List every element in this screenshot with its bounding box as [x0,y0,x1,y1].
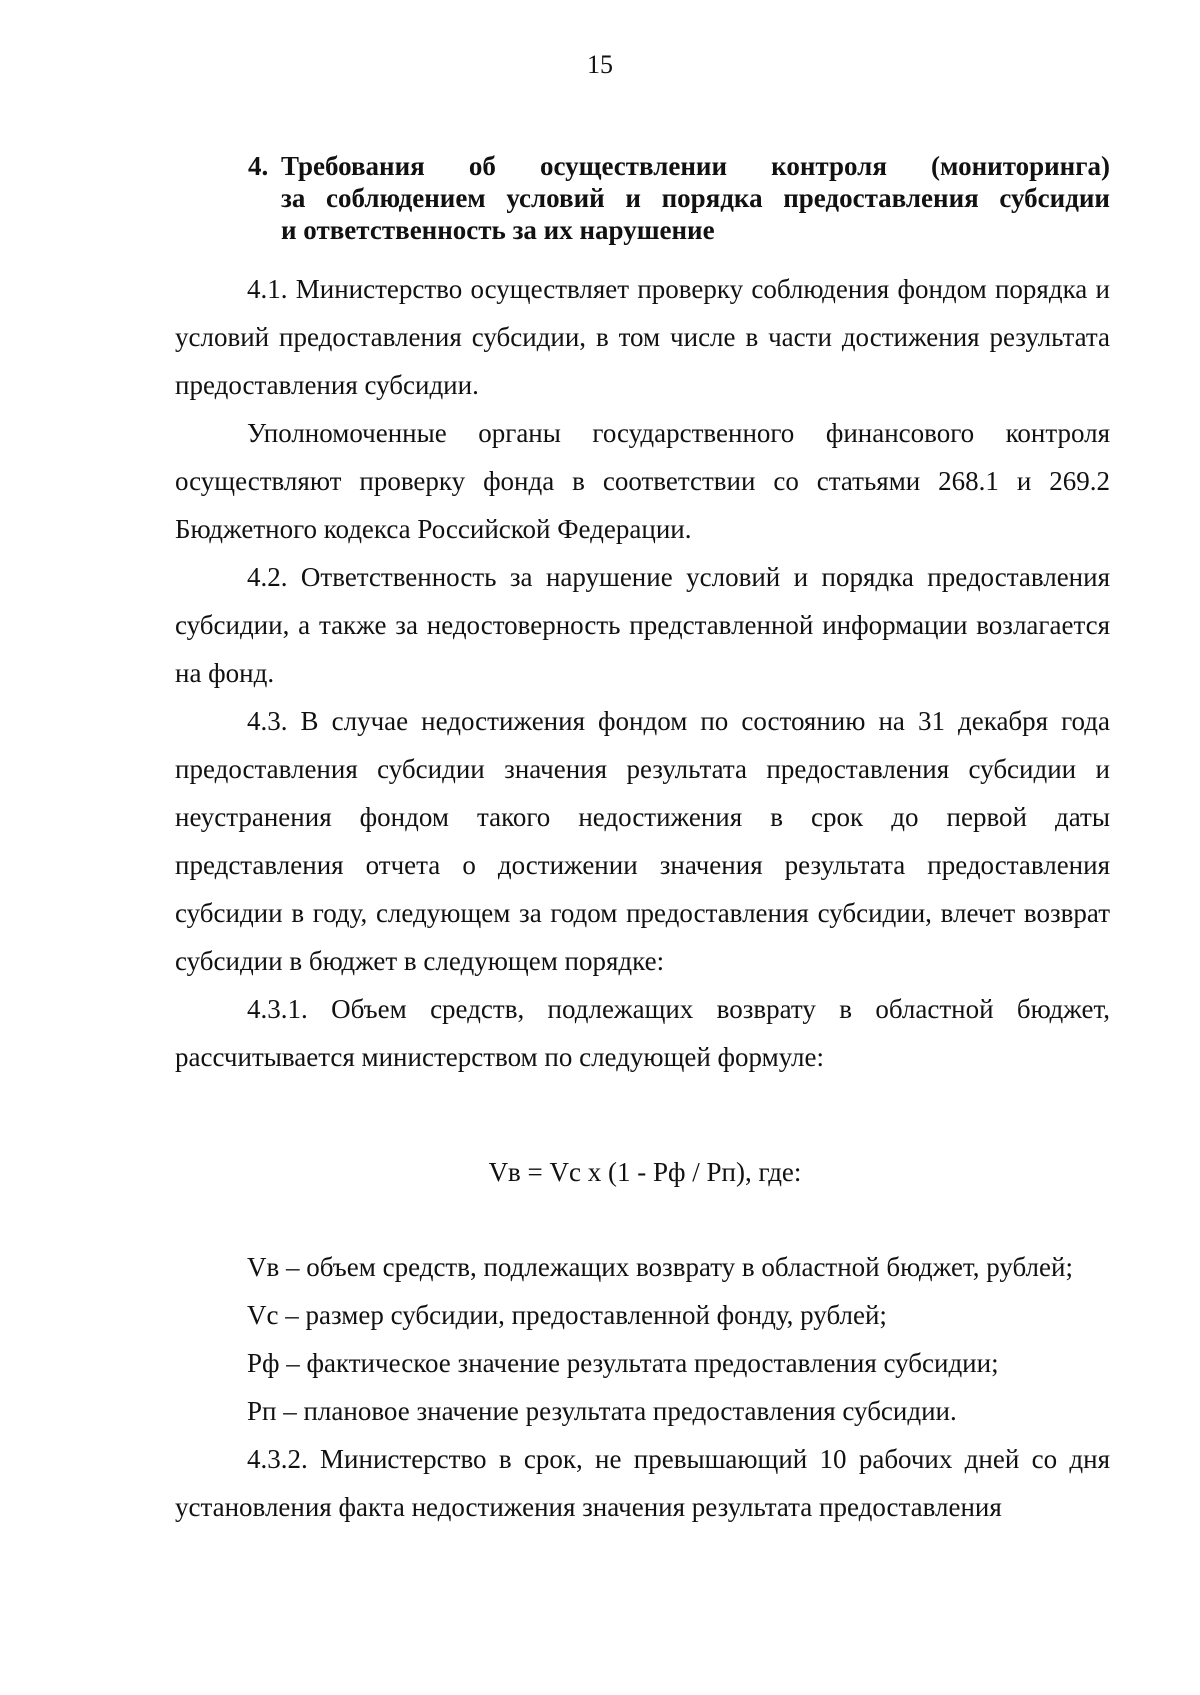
section-heading [248,150,1110,246]
definition-vc: Vc – размер субсидии, предоставленной фонду, рублей; [247,1300,887,1330]
paragraph-4-3: 4.3. В случае недостижения фондом по состоянию на 31 декабря года предоставления субсидии значения результата предоставления субсидии и неустранения фондом такого недостижения в срок до первой даты представления отчета о достижении значения результата предоставления субсидии в году, следующем за годом предоставления субсидии, влечет возврат субсидии в бюджет в следующем порядке: [175,706,1110,976]
formula: Vв = Vc x (1 - Рф / Рп), где: [488,1157,802,1187]
paragraph-4-3-2: 4.3.2. Министерство в срок, не превышающий 10 рабочих дней со дня установления факта недостижения значения результата предоставления [175,1444,1110,1522]
definition-rp: Рп – плановое значение результата предоставления субсидии. [247,1396,957,1426]
section-title [281,150,1110,246]
section-number: 4. [248,151,269,181]
paragraph-4-2: 4.2. Ответственность за нарушение условий и порядка предоставления субсидии, а также за недостоверность представленной информации возлагается на фонд. [175,562,1110,688]
definition-rf: Рф – фактическое значение результата предоставления субсидии; [247,1348,999,1378]
paragraph-control-bodies: Уполномоченные органы государственного финансового контроля осуществляют проверку фонда в соответствии со статьями 268.1 и 269.2 Бюджетного кодекса Российской Федерации. [175,418,1110,544]
paragraph-4-1: 4.1. Министерство осуществляет проверку соблюдения фондом порядка и условий предоставления субсидии, в том числе в части достижения результата предоставления субсидии. [175,274,1110,400]
paragraph-4-3-1: 4.3.1. Объем средств, подлежащих возврату в областной бюджет, рассчитывается министерством по следующей формуле: [175,994,1110,1072]
section-title-line: Требования об осуществлении контроля (мониторинга) [281,151,1110,181]
section-title-line: и ответственность за их нарушение [281,215,715,245]
page-number: 15 [587,50,613,79]
definition-vv: Vв – объем средств, подлежащих возврату в областной бюджет, рублей; [247,1252,1073,1282]
section-title-line: за соблюдением условий и порядка предоставления субсидии [281,183,1110,213]
